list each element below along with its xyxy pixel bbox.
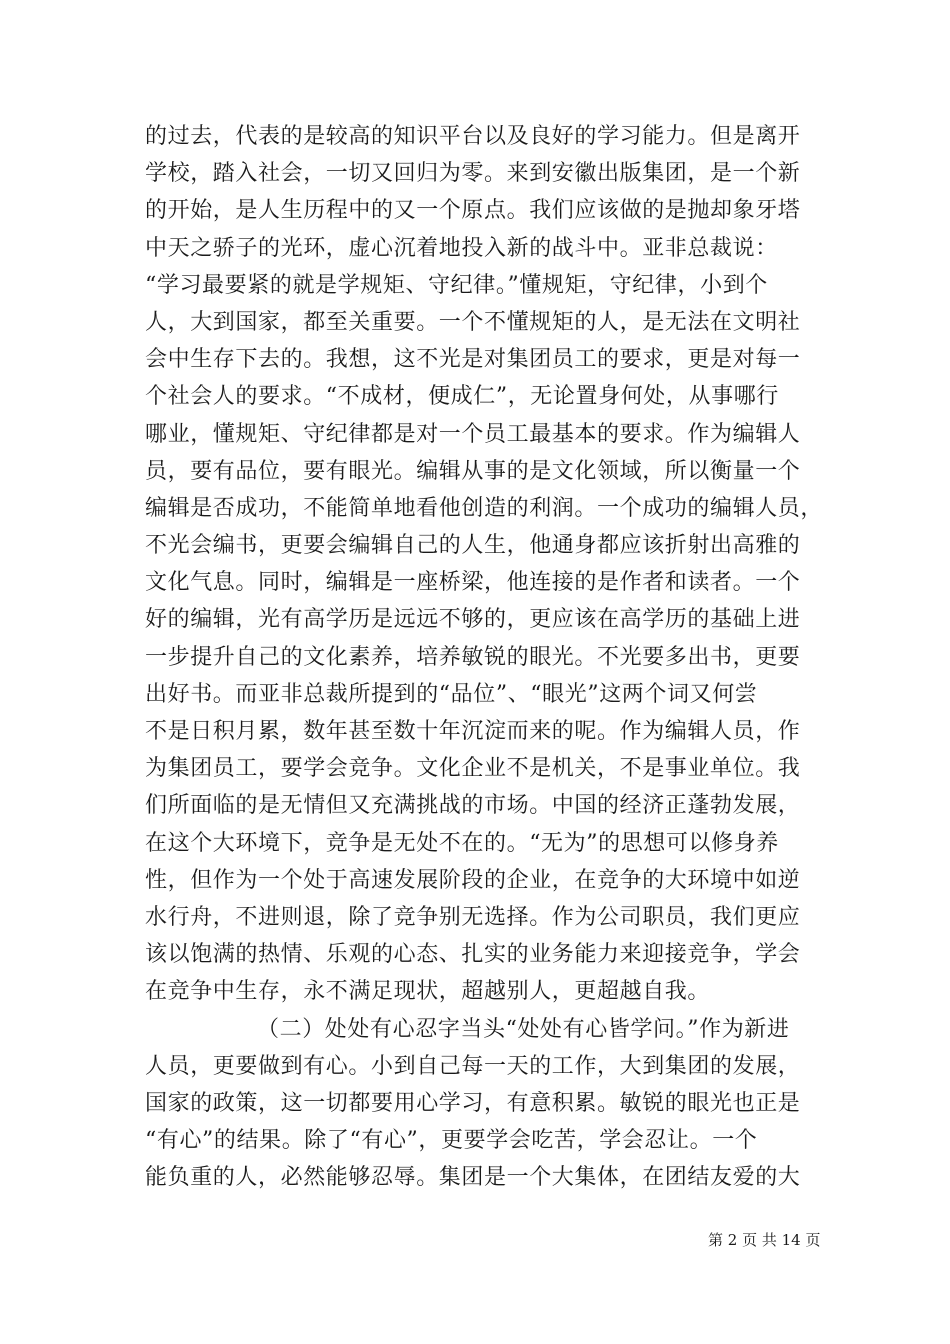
body-text	[145, 118, 824, 1196]
text-line: 的过去，代表的是较高的知识平台以及良好的学习能力。但是离开	[145, 124, 801, 149]
text-line: 编辑是否成功，不能简单地看他创造的利润。一个成功的编辑人员，	[145, 495, 824, 521]
text-line: 该以饱满的热情、乐观的心态、扎实的业务能力来迎接竞争，学会	[145, 942, 801, 968]
text-line: 员，要有品位，要有眼光。编辑从事的是文化领域，所以衡量一个	[145, 458, 801, 484]
text-line: 的开始，是人生历程中的又一个原点。我们应该做的是抛却象牙塔	[145, 198, 801, 224]
text-line: 文化气息。同时，编辑是一座桥梁，他连接的是作者和读者。一个	[145, 570, 801, 596]
text-line: 能负重的人，必然能够忍辱。集团是一个大集体，在团结友爱的大	[145, 1165, 801, 1191]
text-line: 学校，踏入社会，一切又回归为零。来到安徽出版集团，是一个新	[145, 161, 801, 187]
page-number: 第 2 页 共 14 页	[708, 1231, 821, 1249]
text-line: 水行舟，不进则退，除了竞争别无选择。作为公司职员，我们更应	[145, 904, 801, 930]
text-line: 国家的政策，这一切都要用心学习，有意积累。敏锐的眼光也正是	[145, 1090, 801, 1116]
text-line: 们所面临的是无情但又充满挑战的市场。中国的经济正蓬勃发展，	[145, 793, 801, 819]
text-line: 人，大到国家，都至关重要。一个不懂规矩的人，是无法在文明社	[145, 309, 801, 335]
text-line: 不是日积月累，数年甚至数十年沉淀而来的呢。作为编辑人员，作	[145, 719, 801, 744]
text-line: 为集团员工，要学会竞争。文化企业不是机关，不是事业单位。我	[145, 756, 801, 782]
text-line: 人员，更要做到有心。小到自己每一天的工作，大到集团的发展，	[145, 1053, 801, 1079]
text-line: 好的编辑，光有高学历是远远不够的，更应该在高学历的基础上进	[145, 607, 801, 633]
text-line: 不光会编书，更要会编辑自己的人生，他通身都应该折射出高雅的	[145, 533, 801, 559]
text-line: 哪业，懂规矩、守纪律都是对一个员工最基本的要求。作为编辑人	[145, 421, 801, 447]
text-line: 一步提升自己的文化素养，培养敏锐的眼光。不光要多出书，更要	[145, 644, 801, 670]
text-line: 出好书。而亚非总裁所提到的“品位”、“眼光”这两个词又何尝	[145, 681, 758, 707]
section-heading-line: （二）处处有心忍字当头“处处有心皆学问。”作为新进	[257, 1016, 790, 1042]
text-line: “学习最要紧的就是学规矩、守纪律。”懂规矩，守纪律，小到个	[145, 272, 768, 298]
text-line: 个社会人的要求。“不成材，便成仁”，无论置身何处，从事哪行	[145, 384, 779, 410]
text-line: 会中生存下去的。我想，这不光是对集团员工的要求，更是对每一	[145, 347, 801, 373]
text-line: 在这个大环境下，竞争是无处不在的。“无为”的思想可以修身养	[145, 830, 779, 856]
text-line: “有心”的结果。除了“有心”，更要学会吃苦，学会忍让。一个	[145, 1128, 758, 1154]
text-line: 中天之骄子的光环，虚心沉着地投入新的战斗中。亚非总裁说：	[145, 235, 778, 261]
text-line: 性，但作为一个处于高速发展阶段的企业，在竞争的大环境中如逆	[145, 867, 801, 893]
text-line: 在竞争中生存，永不满足现状，超越别人，更超越自我。	[145, 979, 711, 1005]
